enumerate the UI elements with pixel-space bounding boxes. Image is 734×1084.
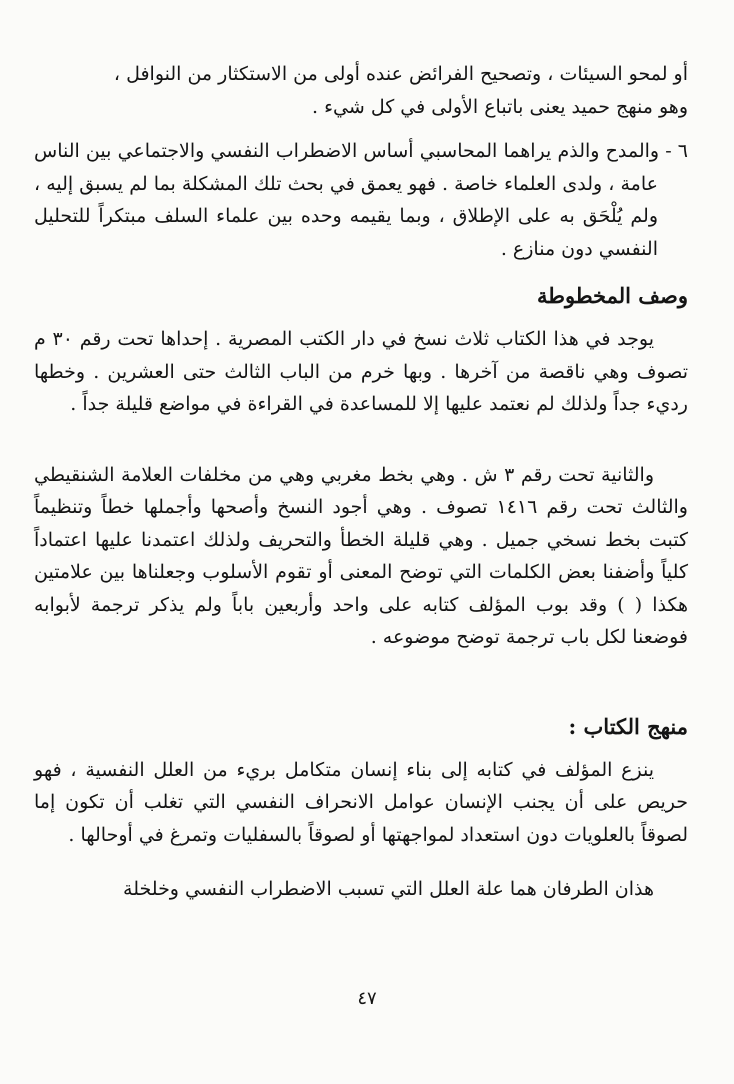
section-heading-method: منهج الكتاب : [568, 713, 688, 739]
list-item-6: ٦ - والمدح والذم يراهما المحاسبي أساس الاضطراب النفسي والاجتماعي بين الناس عامة ، ولدى العلماء خاصة . فهو يعمق في بحث تلك المشكلة بما لم يسبق إليه ، ولم يُلْحَق به على الإطلاق ، وبما يقيمه وحده بين علماء السلف مبتكراً للتحليل النفسي دون منازع . [34, 140, 688, 260]
section-heading-manuscript: وصف المخطوطة [537, 283, 688, 308]
manuscript-paragraph-2: والثانية تحت رقم ٣ ش . وهي بخط مغربي وهي من مخلفات العلامة الشنقيطي والثالث تحت رقم ١٤١٦ تصوف . وهي أجود النسخ وأصحها وأجملها خطاً وتنظيماً كتبت بخط نسخي جميل . وهي قليلة الخطأ والتحريف ولذلك اعتمدنا عليها اعتماداً كلياً وأضفنا بعض الكلمات التي توضح المعنى أو تقوم الأسلوب وجعلناها بين علامتين هكذا ( ) وقد بوب المؤلف كتابه على واحد وأربعين باباً ولم يذكر ترجمة لأبوابه فوضعنا لكل باب ترجمة توضح موضوعه . [34, 463, 688, 648]
manuscript-paragraph-1: يوجد في هذا الكتاب ثلاث نسخ في دار الكتب المصرية . إحداها تحت رقم ٣٠ م تصوف وهي ناقصة من آخرها . وبها خرم من الباب الثالث حتى العشرين . وخطها رديء جداً ولذلك لم نعتمد عليها إلا للمساعدة في القراءة في مواضع قليلة جداً . [34, 328, 688, 415]
page-number: ٤٧ [357, 988, 377, 1009]
method-paragraph-1: ينزع المؤلف في كتابه إلى بناء إنسان متكامل بريء من العلل النفسية ، فهو حريص على أن يجنب الإنسان عوامل الانحراف النفسي التي تغلب أن تكون إما لصوقاً بالعلويات دون استعداد لمواجهتها أو لصوقاً بالسفليات وتمرغ في أوحالها . [34, 758, 688, 846]
intro-line-2: وهو منهج حميد يعنى باتباع الأولى في كل شيء . [312, 95, 688, 118]
intro-line-1: أو لمحو السيئات ، وتصحيح الفرائض عنده أولى من الاستكثار من النوافل ، [113, 63, 688, 85]
method-paragraph-2: هذان الطرفان هما علة العلل التي تسبب الاضطراب النفسي وخلخلة [123, 878, 654, 900]
